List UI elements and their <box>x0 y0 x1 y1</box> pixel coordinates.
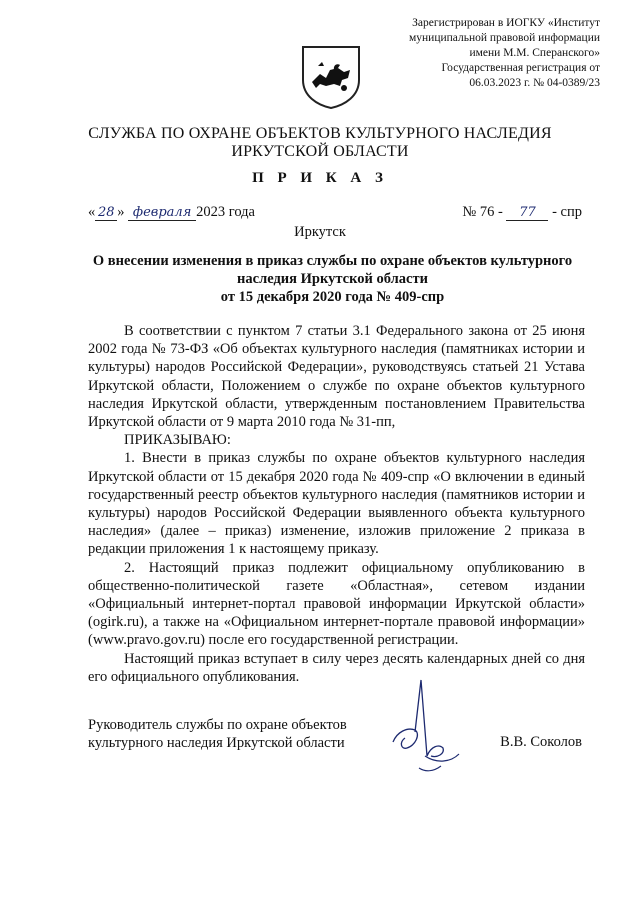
document-body <box>88 322 585 686</box>
registration-line: муниципальной правовой информации <box>408 32 600 44</box>
signatory-name: В.В. Соколов <box>500 734 582 750</box>
registration-line: Зарегистрирован в ИОГКУ «Институт <box>412 17 600 29</box>
body-paragraph: 1. Внести в приказ службы по охране объектов культурного наследия Иркутской области от 15 декабря 2020 года № 409-спр «О включении в единый государственный реестр объектов культурного наследия (памятников истории и культуры) народов Российской Федерации выявленного объекта культурного наследия» (далее – приказ) изменение, изложив приложение 2 приказа в редакции приложения 1 к настоящему приказу. <box>88 450 585 558</box>
body-paragraph: В соответствии с пунктом 7 статьи 3.1 Федерального закона от 25 июня 2002 года № 73-ФЗ «Об объектах культурного наследия (памятниках истории и культуры) народов Российской Федерации», руководствуясь статьей 21 Устава Иркутской области, Положением о службе по охране объектов культурного наследия Иркутской области, утвержденным постановлением Правительства Иркутской области от 9 марта 2010 года № 31-пп, <box>88 323 585 431</box>
signatory-position-line2: культурного наследия Иркутской области <box>88 735 345 751</box>
registration-line: имени М.М. Сперанского» <box>469 47 600 59</box>
registration-line: 06.03.2023 г. № 04-0389/23 <box>469 77 600 89</box>
body-paragraph: 2. Настоящий приказ подлежит официальному опубликованию в общественно-политической газете «Областная», сетевом издании «Официальный интернет-портал правовой информации Иркутской области» (ogirk.ru), а также на «Официальном интернет-портале правовой информации» (www.pravo.gov.ru) после его государственной регистрации. <box>88 559 585 649</box>
signatory-position <box>88 716 347 752</box>
organization-name <box>0 125 640 161</box>
document-type: П Р И К А З <box>252 170 388 186</box>
organization-name-line2: ИРКУТСКОЙ ОБЛАСТИ <box>231 143 409 160</box>
handwritten-signature <box>385 672 465 782</box>
signatory-position-line1: Руководитель службы по охране объектов <box>88 717 347 733</box>
date-close-quote: » <box>117 204 125 220</box>
document-number <box>462 204 582 221</box>
document-date <box>88 204 255 221</box>
document-title <box>60 252 605 306</box>
number-suffix: - спр <box>552 204 582 220</box>
title-line3: от 15 декабря 2020 года № 409-спр <box>220 289 445 305</box>
registration-stamp <box>370 16 600 91</box>
date-month-handwritten: февраля <box>128 206 196 221</box>
date-open-quote: « <box>88 204 96 220</box>
number-prefix: № 76 - <box>462 204 503 220</box>
title-line2: наследия Иркутской области <box>237 271 428 287</box>
registration-line: Государственная регистрация от <box>441 62 600 74</box>
coat-of-arms-icon <box>300 44 362 110</box>
title-line1: О внесении изменения в приказ службы по охране объектов культурного <box>92 253 573 269</box>
date-year: 2023 года <box>196 204 255 220</box>
date-day-handwritten: 28 <box>95 206 117 221</box>
number-handwritten: 77 <box>506 206 548 221</box>
order-word: ПРИКАЗЫВАЮ: <box>124 432 231 449</box>
body-paragraph: Настоящий приказ вступает в силу через десять календарных дней со дня его официального опубликования. <box>88 650 585 685</box>
document-city: Иркутск <box>294 224 346 240</box>
organization-name-line1: СЛУЖБА ПО ОХРАНЕ ОБЪЕКТОВ КУЛЬТУРНОГО НАСЛЕДИЯ <box>88 125 552 142</box>
